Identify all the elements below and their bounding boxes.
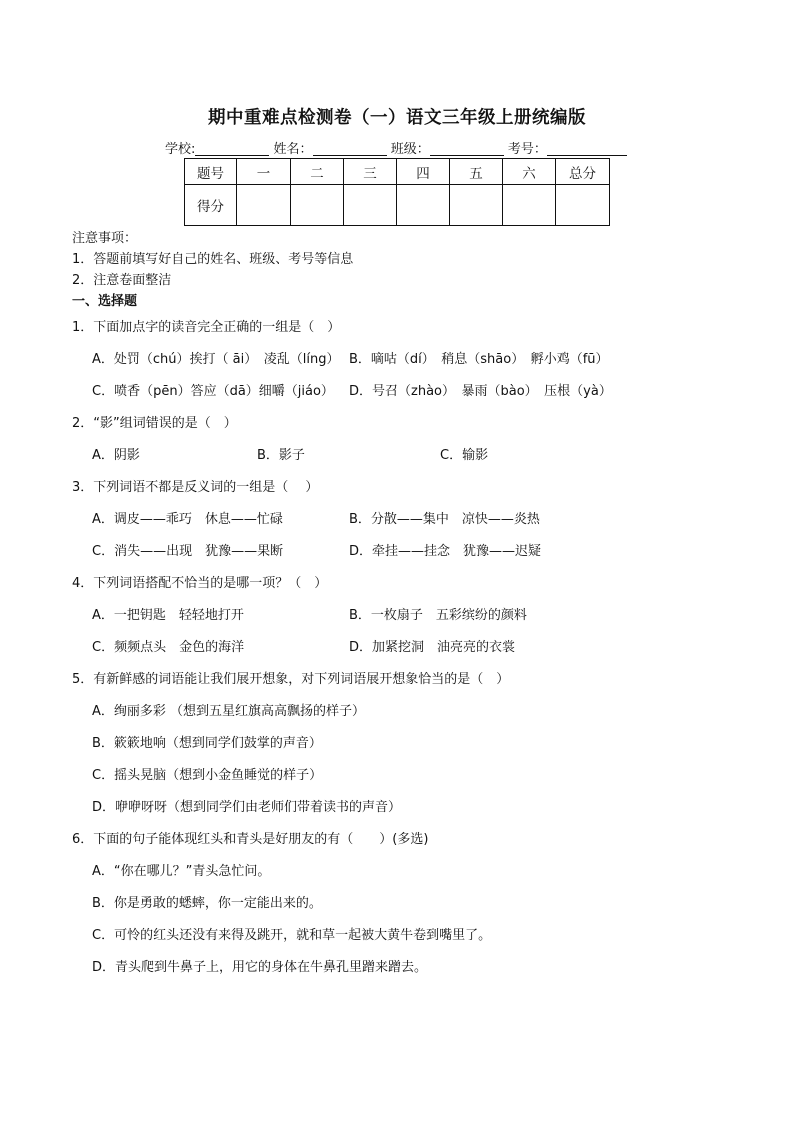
header-cell: 题号	[185, 159, 237, 185]
option-d[interactable]: D．号召（zhào） 暴雨（bào） 压根（yà）	[349, 384, 612, 399]
question-4-stem: 4．下列词语搭配不恰当的是哪一项？（ ）	[72, 576, 328, 591]
option-c[interactable]: C．输影	[440, 448, 489, 463]
header-cell: 五	[450, 159, 503, 185]
notes-item: 2．注意卷面整洁	[72, 273, 172, 288]
notes-block	[72, 228, 353, 312]
option-d[interactable]: D．牵挂——挂念 犹豫——迟疑	[349, 544, 542, 559]
school-label: 学校:	[165, 142, 196, 157]
score-table-score-row	[185, 185, 610, 226]
questions	[72, 312, 772, 984]
name-label: 姓名：	[273, 142, 313, 157]
question-4-row-1	[72, 600, 772, 632]
question-3-row-1	[72, 504, 772, 536]
score-table	[184, 158, 610, 226]
option-b[interactable]: B．分散——集中 凉快——炎热	[349, 512, 540, 527]
question-3-stem: 3．下列词语不都是反义词的一组是（ ）	[72, 480, 319, 495]
option-d[interactable]: D．加紧挖洞 油亮亮的衣裳	[349, 640, 516, 655]
option-b[interactable]: B．簌簌地响（想到同学们鼓掌的声音）	[92, 736, 322, 751]
header-cell: 一	[237, 159, 291, 185]
question-1-row-2	[72, 376, 772, 408]
notes-heading: 注意事项：	[72, 231, 138, 246]
option-a[interactable]: A．“你在哪儿？”青头急忙问。	[92, 864, 271, 879]
header-cell: 二	[291, 159, 344, 185]
score-cell[interactable]	[556, 185, 610, 226]
header-cell: 四	[397, 159, 450, 185]
option-b[interactable]: B．你是勇敢的蟋蟀，你一定能出来的。	[92, 896, 322, 911]
question-3-row-2	[72, 536, 772, 568]
score-cell[interactable]	[397, 185, 450, 226]
page-title: 期中重难点检测卷（一）语文三年级上册统编版	[208, 108, 586, 128]
notes-item: 1．答题前填写好自己的姓名、班级、考号等信息	[72, 252, 354, 267]
option-a[interactable]: A．阴影	[92, 448, 140, 463]
option-d[interactable]: D．咿咿呀呀（想到同学们由老师们带着读书的声音）	[92, 800, 402, 815]
question-2-row-1	[72, 440, 772, 472]
question-2-stem: 2．“影”组词错误的是（ ）	[72, 416, 237, 431]
question-6-stem: 6．下面的句子能体现红头和青头是好朋友的有（ ）(多选)	[72, 832, 429, 847]
exam-number-blank[interactable]	[547, 141, 627, 156]
exam-number-label: 考号：	[507, 142, 547, 157]
question-4-row-2	[72, 632, 772, 664]
score-row-label: 得分	[185, 185, 237, 226]
name-blank[interactable]	[313, 141, 387, 156]
section-heading: 一、选择题	[72, 294, 138, 309]
option-a[interactable]: A．一把钥匙 轻轻地打开	[92, 608, 244, 623]
option-c[interactable]: C．喷香（pēn）答应（dā）细嚼（jiáo）	[92, 384, 334, 399]
score-cell[interactable]	[450, 185, 503, 226]
option-a[interactable]: A．处罚（chú）挨打（ āi） 凌乱（líng）	[92, 352, 340, 367]
option-b[interactable]: B．嘀咕（dí） 稍息（shāo） 孵小鸡（fū）	[349, 352, 609, 367]
class-label: 班级：	[390, 142, 430, 157]
option-a[interactable]: A．调皮——乖巧 休息——忙碌	[92, 512, 283, 527]
score-cell[interactable]	[503, 185, 556, 226]
option-c[interactable]: C．频频点头 金色的海洋	[92, 640, 245, 655]
class-blank[interactable]	[430, 141, 504, 156]
score-cell[interactable]	[237, 185, 291, 226]
option-a[interactable]: A．绚丽多彩 （想到五星红旗高高飘扬的样子）	[92, 704, 366, 719]
score-cell[interactable]	[344, 185, 397, 226]
option-b[interactable]: B．影子	[257, 448, 305, 463]
school-blank[interactable]	[195, 141, 269, 156]
student-info-line	[165, 138, 627, 157]
score-cell[interactable]	[291, 185, 344, 226]
question-5-stem: 5．有新鲜感的词语能让我们展开想象，对下列词语展开想象恰当的是（ ）	[72, 672, 510, 687]
question-1-stem: 1．下面加点字的读音完全正确的一组是（ ）	[72, 320, 341, 335]
header-cell: 总分	[556, 159, 610, 185]
header-cell: 六	[503, 159, 556, 185]
question-1-row-1	[72, 344, 772, 376]
score-table-header-row	[185, 159, 610, 185]
option-b[interactable]: B．一枚扇子 五彩缤纷的颜料	[349, 608, 527, 623]
header-cell: 三	[344, 159, 397, 185]
option-c[interactable]: C．摇头晃脑（想到小金鱼睡觉的样子）	[92, 768, 323, 783]
option-d[interactable]: D．青头爬到牛鼻子上，用它的身体在牛鼻孔里蹭来蹭去。	[92, 960, 428, 975]
option-c[interactable]: C．消失——出现 犹豫——果断	[92, 544, 284, 559]
option-c[interactable]: C．可怜的红头还没有来得及跳开，就和草一起被大黄牛卷到嘴里了。	[92, 928, 492, 943]
